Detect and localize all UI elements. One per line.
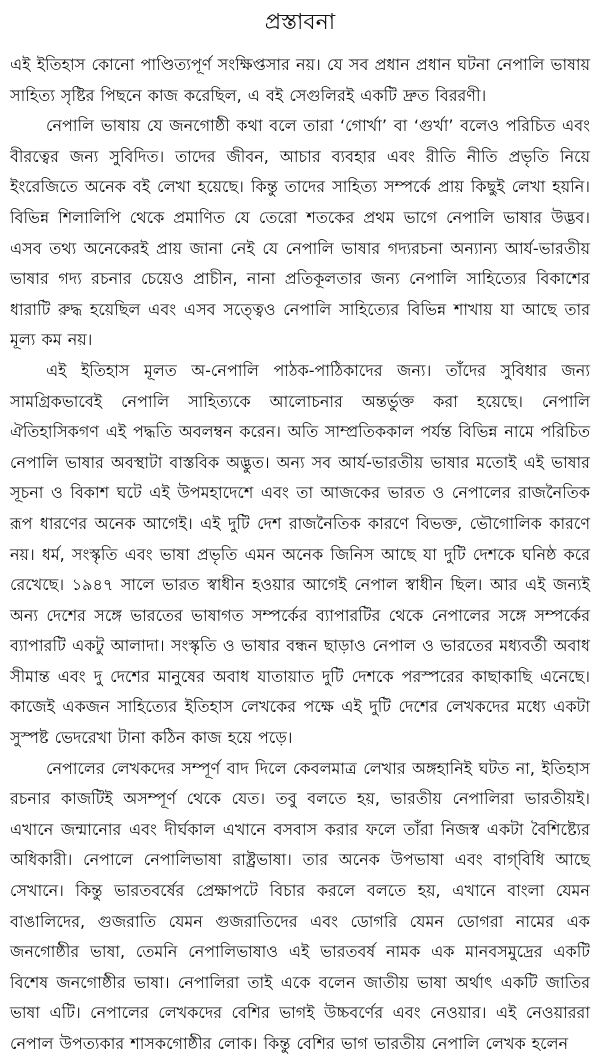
- paragraph-1: এই ইতিহাস কোনো পাণ্ডিত্যপূর্ণ সংক্ষিপ্তসার নয়। যে সব প্রধান প্রধান ঘটনা নেপালি ভাষায় সাহিত্য সৃষ্টির পিছনে কাজ করেছিল, এ বই সেগুলিরই একটি দ্রুত বিররণী।: [10, 55, 590, 105]
- page-title: প্রস্তাবনা: [264, 10, 336, 35]
- paragraph-3: এই ইতিহাস মূলত অ-নেপালি পাঠক-পাঠিকাদের জন্য। তাঁদের সুবিধার জন্য সামগ্রিকভাবেই নেপালি সাহিত্যকে আলোচনার অন্তর্ভুক্ত করা হয়েছে। নেপালি ঐতিহাসিকগণ এই পদ্ধতি অবলম্বন করেন। অতি সাম্প্রতিককাল পর্যন্ত বিভিন্ন নামে পরিচিত নেপালি ভাষার অবস্থাটা বাস্তবিক অদ্ভুত। অন্য সব আর্য-ভারতীয় ভাষার মতোই এই ভাষার সূচনা ও বিকাশ ঘটে এই উপমহাদেশে এবং তা আজকের ভারত ও নেপালের রাজনৈতিক রূপ ধারণের অনেক আগেই। এই দুটি দেশ রাজনৈতিক কারণে বিভক্ত, ভৌগোলিক কারণে নয়। ধর্ম, সংস্কৃতি এবং ভাষা প্রভৃতি এমন অনেক জিনিস আছে যা দুটি দেশকে ঘনিষ্ঠ করে রেখেছে। ১৯৪৭ সালে ভারত স্বাধীন হওয়ার আগেই নেপাল স্বাধীন ছিল। আর এই জন্যই অন্য দেশের সঙ্গে ভারতের ভাষাগত সম্পর্কের ব্যাপারটির থেকে নেপালের সঙ্গে সম্পর্কের ব্যাপারটি একটু আলাদা। সংস্কৃতি ও ভাষার বন্ধন ছাড়াও নেপাল ও ভারতের মধ্যবর্তী অবাধ সীমান্ত এবং দু দেশের মানুষের অবাধ যাতায়াত দুটি দেশকে পরস্পরের কাছাকাছি এনেছে। কাজেই একজন সাহিত্যের ইতিহাস লেখকের পক্ষে এই দুটি দেশের লেখকদের মধ্যে একটা সুস্পষ্ট ভেদরেখা টানা কঠিন কাজ হয়ে পড়ে।: [10, 360, 590, 748]
- document-page: [10, 6, 590, 1053]
- paragraph-4: নেপালের লেখকদের সম্পূর্ণ বাদ দিলে কেবলমাত্র লেখার অঙ্গহানিই ঘটত না, ইতিহাস রচনার কাজটিই অসম্পূর্ণ থেকে যেত। তবু বলতে হয়, ভারতীয় নেপালিরা ভারতীয়ই। এখানে জন্মানোর এবং দীর্ঘকাল এখানে বসবাস করার ফলে তাঁরা নিজস্ব একটা বৈশিষ্ট্যের অধিকারী। নেপালে নেপালিভাষা রাষ্ট্রভাষা। তার অনেক উপভাষা এবং বাগ্‌বিধি আছে সেখানে। কিন্তু ভারতবর্ষের প্রেক্ষাপটে বিচার করলে বলতে হয়, এখানে বাংলা যেমন বাঙালিদের, গুজরাতি যেমন গুজরাতিদের এবং ডোগরি যেমন ডোগরা নামের এক জনগোষ্ঠীর ভাষা, তেমনি নেপালিভাষাও এই ভারতবর্ষ নামক এক মানবসমুদ্রের একটি বিশেষ জনগোষ্ঠীর ভাষা। নেপালিরা তাই একে বলেন জাতীয় ভাষা অর্থাৎ একটি জাতির ভাষা এটি। নেপালের লেখকদের বেশির ভাগই উচ্চবর্ণের এবং নেওয়ার। এই নেওয়াররা নেপাল উপত্যকার শাসকগোষ্ঠীর লোক। কিন্তু বেশির ভাগ ভারতীয় নেপালি লেখক হলেন: [10, 758, 590, 1053]
- paragraph-2: নেপালি ভাষায় যে জনগোষ্ঠী কথা বলে তারা ‘গোর্খা’ বা ‘গুর্খা’ বলেও পরিচিত এবং বীরত্বের জন্য সুবিদিত। তাদের জীবন, আচার ব্যবহার এবং রীতি নীতি প্রভৃতি নিয়ে ইংরেজিতে অনেক বই লেখা হয়েছে। কিন্তু তাদের সাহিত্য সম্পর্কে প্রায় কিছুই লেখা হয়নি। বিভিন্ন শিলালিপি থেকে প্রমাণিত যে তেরো শতকের প্রথম ভাগে নেপালি ভাষার উদ্ভব। এসব তথ্য অনেকেরই প্রায় জানা নেই যে নেপালি ভাষার গদ্যরচনা অন্যান্য আর্য-ভারতীয় ভাষার গদ্য রচনার চেয়েও প্রাচীন, নানা প্রতিকূলতার জন্য নেপালি সাহিত্যের বিকাশের ধারাটি রুদ্ধ হয়েছিল এবং এসব সত্ত্বেও নেপালি সাহিত্যের বিভিন্ন শাখায় যা আছে তার মূল্য কম নয়।: [10, 116, 590, 350]
